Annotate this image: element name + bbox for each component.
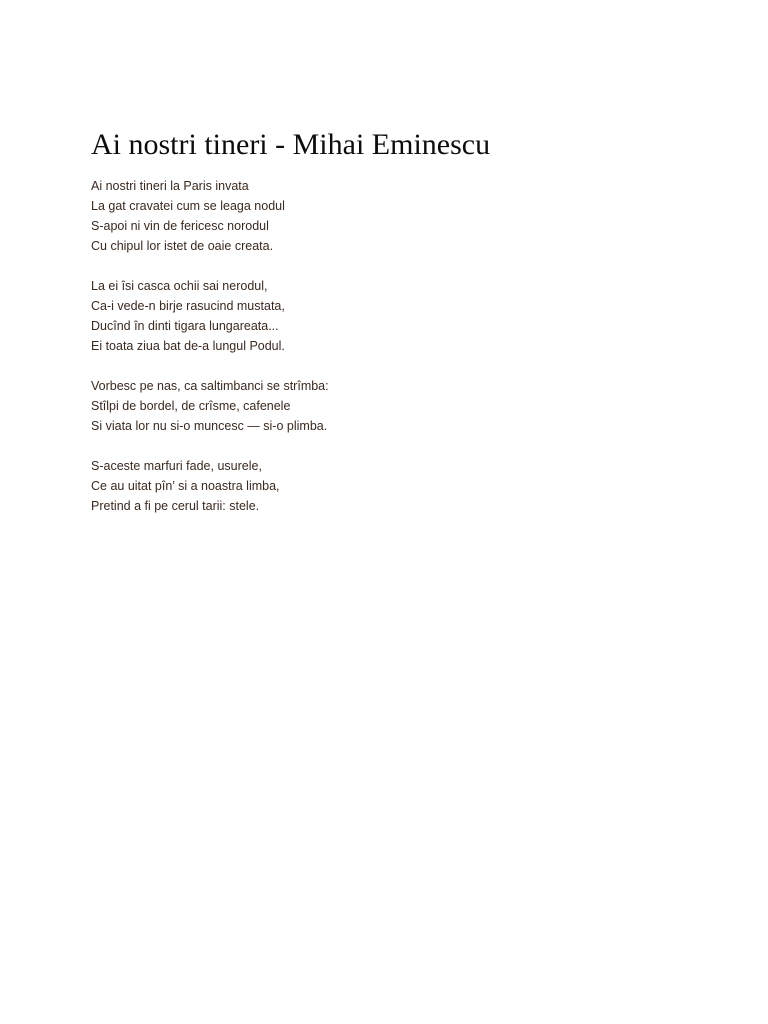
poem-line: Stîlpi de bordel, de crîsme, cafenele: [91, 399, 291, 413]
stanza-2: [91, 276, 711, 356]
stanza-1: [91, 176, 711, 256]
document-title: Ai nostri tineri - Mihai Eminescu: [91, 128, 491, 161]
poem-body: [91, 176, 711, 536]
poem-line: S-apoi ni vin de fericesc norodul: [91, 219, 269, 233]
stanza-3: [91, 376, 711, 436]
poem-line: La ei îsi casca ochii sai nerodul,: [91, 279, 268, 293]
poem-line: Pretind a fi pe cerul tarii: stele.: [91, 499, 260, 513]
poem-line: Ce au uitat pîn’ si a noastra limba,: [91, 479, 280, 493]
stanza-4: [91, 456, 711, 516]
poem-line: Vorbesc pe nas, ca saltimbanci se strîmba:: [91, 379, 329, 393]
poem-line: Cu chipul lor istet de oaie creata.: [91, 239, 274, 253]
poem-line: Ei toata ziua bat de-a lungul Podul.: [91, 339, 285, 353]
poem-line: La gat cravatei cum se leaga nodul: [91, 199, 285, 213]
poem-line: Ducînd în dinti tigara lungareata...: [91, 319, 279, 333]
poem-line: Ai nostri tineri la Paris invata: [91, 179, 249, 193]
poem-line: Ca-i vede-n birje rasucind mustata,: [91, 299, 285, 313]
poem-line: S-aceste marfuri fade, usurele,: [91, 459, 262, 473]
poem-line: Si viata lor nu si-o muncesc — si-o plimba.: [91, 419, 328, 433]
